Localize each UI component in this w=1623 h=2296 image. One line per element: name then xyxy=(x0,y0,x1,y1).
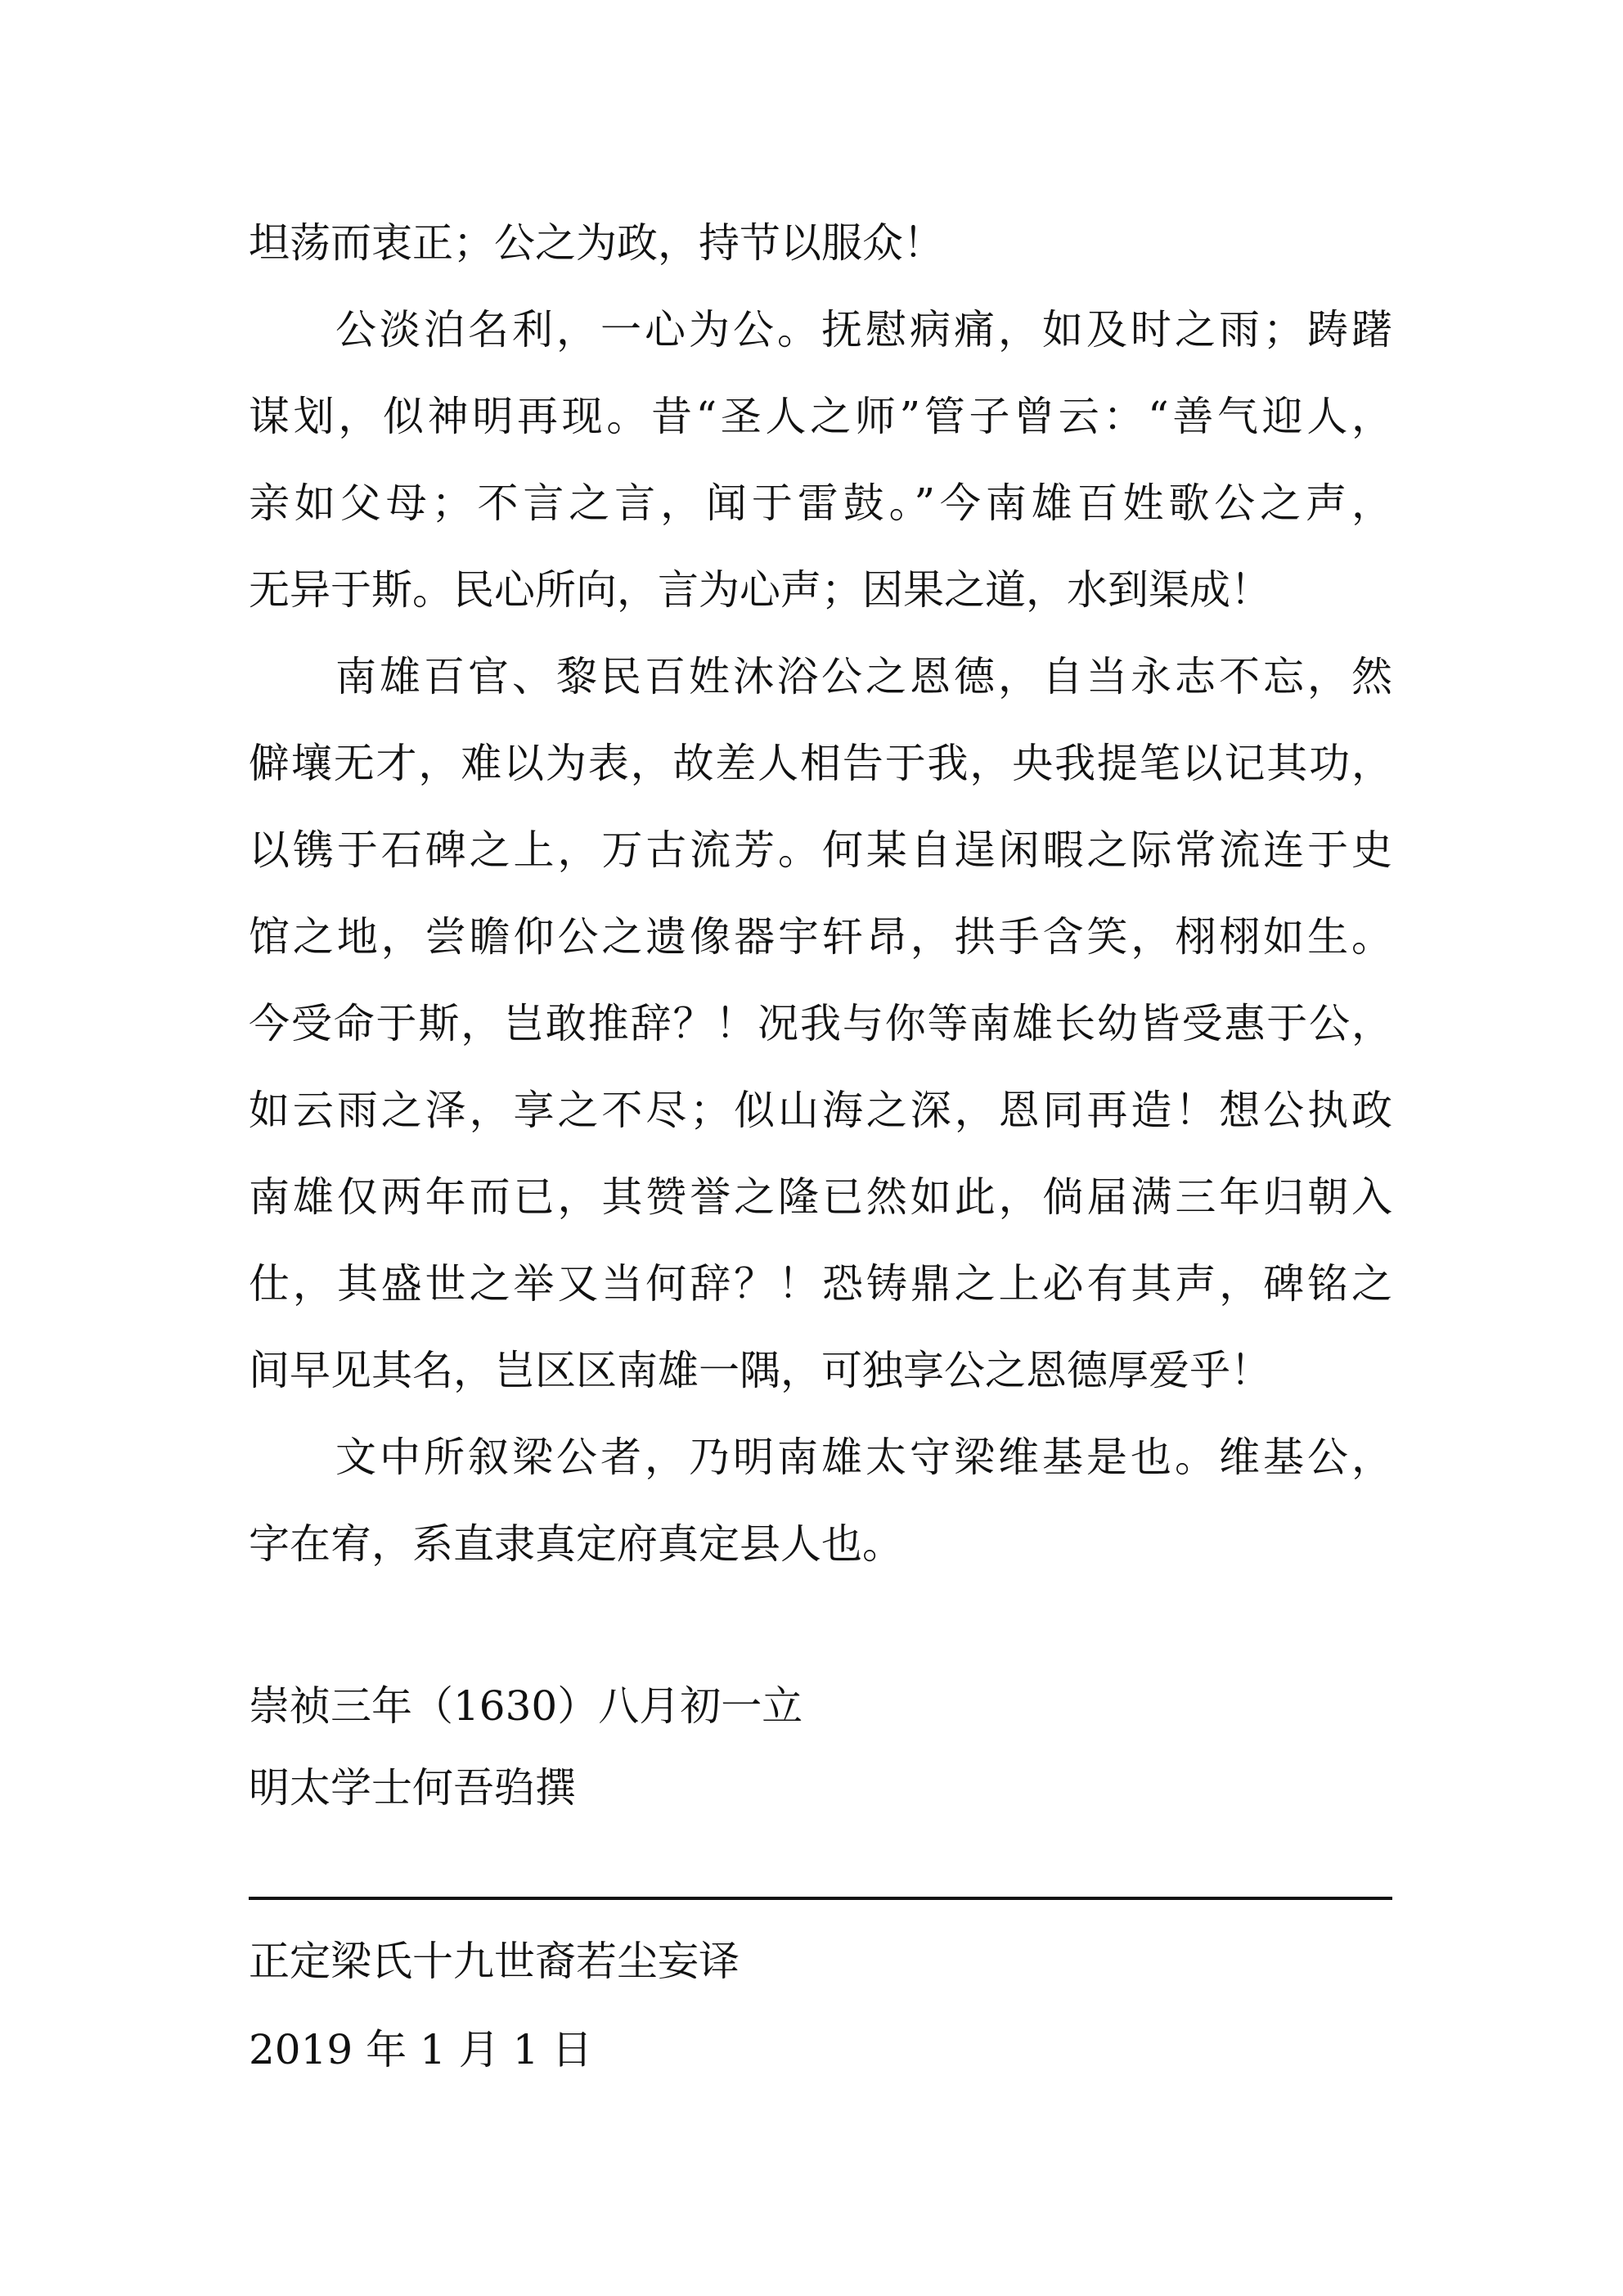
body-line: 仕，其盛世之举又当何辞？！恐铸鼎之上必有其声，碑铭之 xyxy=(249,1260,1392,1308)
inscription-date: 崇祯三年（1630）八月初一立 xyxy=(249,1682,803,1730)
body-line: 字在宥，系直隶真定府真定县人也。 xyxy=(249,1520,903,1568)
body-line: 如云雨之泽，享之不尽；似山海之深，恩同再造！想公执政 xyxy=(249,1087,1392,1134)
body-line: 亲如父母；不言之言，闻于雷鼓。”今南雄百姓歌公之声， xyxy=(249,479,1392,527)
body-line: 无异于斯。民心所向，言为心声；因果之道，水到渠成！ xyxy=(249,566,1271,614)
body-line: 坦荡而衷正；公之为政，持节以服众！ xyxy=(249,219,944,267)
body-paragraph-start: 文中所叙梁公者，乃明南雄太守梁维基是也。维基公， xyxy=(335,1434,1392,1481)
translation-date-day-suffix: 日 xyxy=(551,2026,593,2073)
translation-date-year: 2019 xyxy=(249,2026,353,2073)
translation-date-day: 1 xyxy=(512,2026,539,2073)
body-line: 馆之地，尝瞻仰公之遗像器宇轩昂，拱手含笑，栩栩如生。 xyxy=(249,913,1392,961)
section-divider xyxy=(249,1897,1392,1900)
body-line: 谋划，似神明再现。昔“圣人之师”管子曾云：“善气迎人， xyxy=(249,393,1392,440)
translation-date xyxy=(249,2006,1392,2093)
body-paragraph-start: 公淡泊名利，一心为公。抚慰病痛，如及时之雨；踌躇 xyxy=(335,306,1392,353)
body-line: 以镌于石碑之上，万古流芳。何某自逞闲暇之际常流连于史 xyxy=(249,826,1392,874)
author-line: 明太学士何吾驺撰 xyxy=(249,1764,576,1812)
body-line: 南雄仅两年而已，其赞誉之隆已然如此，倘届满三年归朝入 xyxy=(249,1173,1392,1221)
body-line: 间早见其名，岂区区南雄一隅，可独享公之恩德厚爱乎！ xyxy=(249,1347,1271,1394)
translator-line: 正定梁氏十九世裔若尘妄译 xyxy=(249,1938,740,1985)
body-line: 僻壤无才，难以为表，故差人相告于我，央我提笔以记其功， xyxy=(249,740,1392,787)
body-paragraph-start: 南雄百官、黎民百姓沐浴公之恩德，自当永志不忘，然 xyxy=(335,653,1392,700)
translation-date-year-suffix: 年 xyxy=(366,2026,407,2073)
translation-date-month: 1 xyxy=(420,2026,446,2073)
body-line: 今受命于斯，岂敢推辞？！况我与你等南雄长幼皆受惠于公， xyxy=(249,1000,1392,1047)
translation-date-month-suffix: 月 xyxy=(458,2026,500,2073)
